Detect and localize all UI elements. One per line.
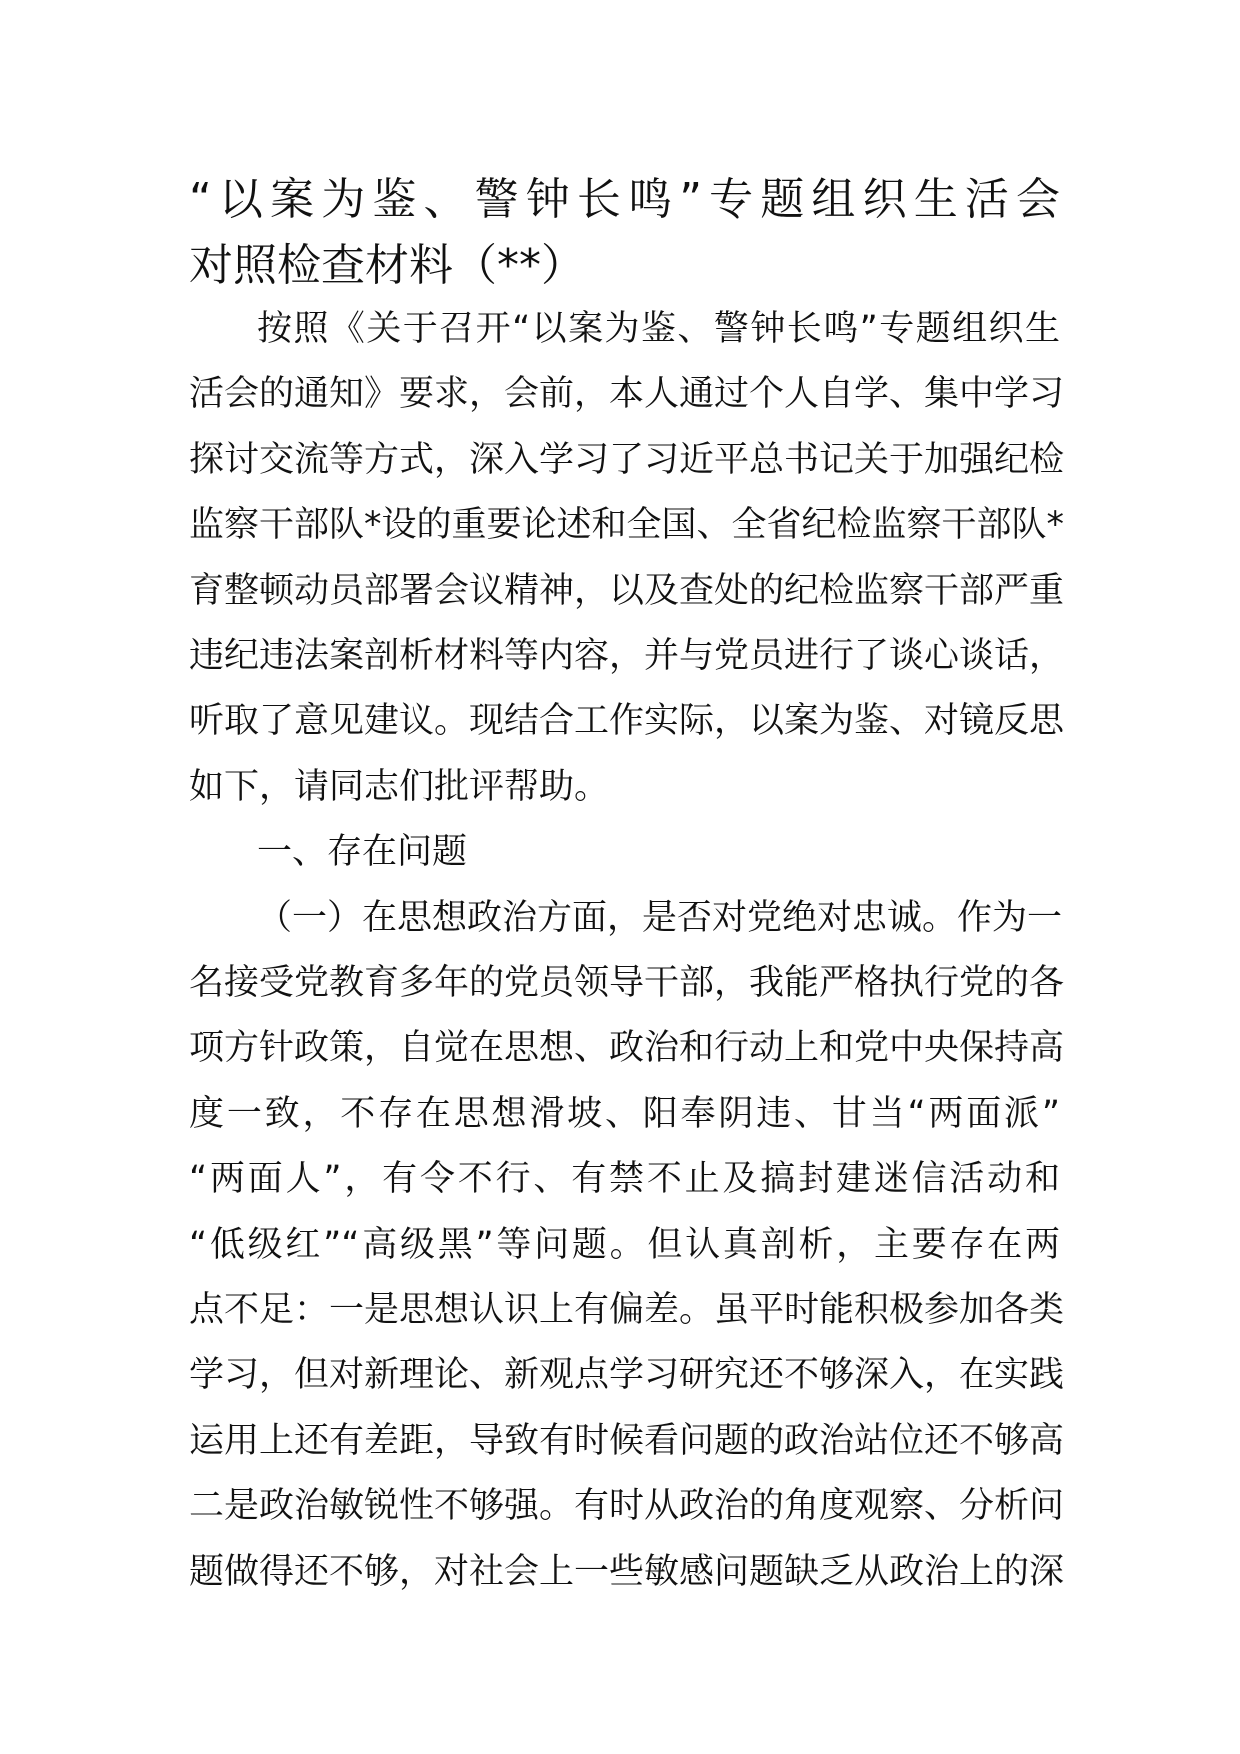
body-text-line: “两面人”，有令不行、有禁不止及搞封建迷信活动和: [189, 1159, 1060, 1200]
body-text-line: 题做得还不够，对社会上一些敏感问题缺乏从政治上的深: [189, 1551, 1065, 1592]
body-text-line: 按照《关于召开“以案为鉴、警钟长鸣”专题组织生: [257, 309, 1060, 349]
body-text-line: 如下，请同志们批评帮助。: [189, 766, 610, 807]
body-text-line: “低级红”“高级黑”等问题。但认真剖析，主要存在两: [189, 1224, 1060, 1265]
body-text-line: 度一致，不存在思想滑坡、阳奉阴违、甘当“两面派”: [189, 1093, 1060, 1134]
document-title-line-1: “以案为鉴、警钟长鸣”专题组织生活会: [189, 174, 1060, 225]
body-text-line: 名接受党教育多年的党员领导干部，我能严格执行党的各: [189, 963, 1065, 1003]
body-text-line: 活会的通知》要求，会前，本人通过个人自学、集中学习: [189, 374, 1065, 415]
body-text-line: 学习，但对新理论、新观点学习研究还不够深入，在实践: [189, 1355, 1065, 1396]
body-text-line: 探讨交流等方式，深入学习了习近平总书记关于加强纪检: [189, 439, 1065, 480]
body-text-line: 一、存在问题: [257, 832, 468, 873]
body-text-line: 二是政治敏锐性不够强。有时从政治的角度观察、分析问: [189, 1486, 1065, 1527]
body-text-line: 育整顿动员部署会议精神，以及查处的纪检监察干部严重: [189, 570, 1065, 611]
body-text-line: 听取了意见建议。现结合工作实际，以案为鉴、对镜反思: [189, 701, 1065, 742]
body-text-line: 点不足：一是思想认识上有偏差。虽平时能积极参加各类: [189, 1290, 1065, 1330]
document-title-line-2: 对照检查材料（**）: [189, 240, 585, 291]
body-text-line: 违纪违法案剖析材料等内容，并与党员进行了谈心谈话，: [189, 636, 1065, 676]
body-text-line: 监察干部队*设的重要论述和全国、全省纪检监察干部队*: [189, 505, 1065, 546]
body-text-line: 项方针政策，自觉在思想、政治和行动上和党中央保持高: [189, 1028, 1065, 1069]
body-text-line: （一）在思想政治方面，是否对党绝对忠诚。作为一: [257, 897, 1063, 938]
body-text-line: 运用上还有差距，导致有时候看问题的政治站位还不够高: [189, 1420, 1065, 1461]
